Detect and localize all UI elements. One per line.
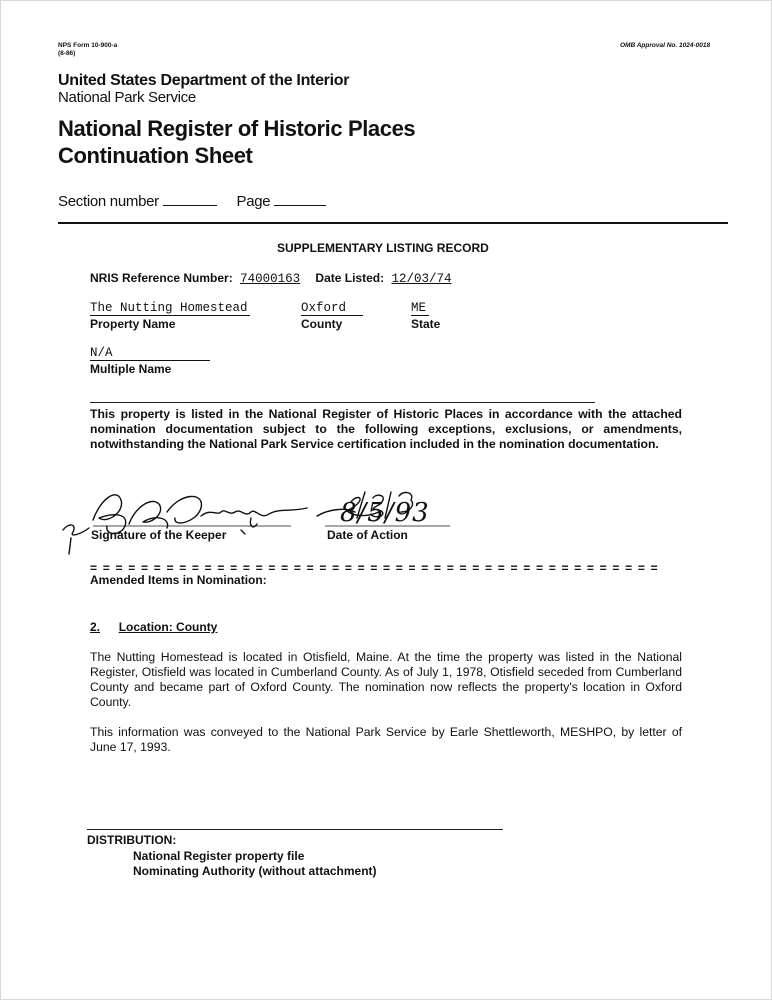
separator-line: = = = = = = = = = = = = = = = = = = = = = = = = = = = = = = = = = = = = = = = = = = = = = <box>90 561 659 575</box>
statement-rule <box>90 402 595 403</box>
listing-statement: This property is listed in the National Register of Historic Places in accordance with the attached nomination documentation subject to the following exceptions, exclusions, or amendments, notwithstanding the National Park Service certification included in the nomination documentation. <box>90 407 682 451</box>
amended-item-heading <box>90 620 217 634</box>
county-value: Oxford <box>301 301 363 316</box>
amended-item-title: Location: County <box>118 620 218 634</box>
distribution-heading: DISTRIBUTION: <box>87 833 177 847</box>
state-value: ME <box>411 301 429 316</box>
section-number-blank <box>163 205 217 206</box>
amended-items-heading: Amended Items in Nomination: <box>90 573 267 587</box>
page-blank <box>274 205 326 206</box>
record-heading: SUPPLEMENTARY LISTING RECORD <box>277 241 489 255</box>
date-of-action-value: 8/5/93 <box>340 498 430 528</box>
amended-paragraph-1: The Nutting Homestead is located in Otisfield, Maine. At the time the property was listed in the National Register, Otisfield was located in Cumberland County. As of July 1, 1978, Otisfield seceded from Cumberland County and became part of Oxford County. The nomination now reflects the property's location in Oxford County. <box>90 650 682 709</box>
nris-line <box>90 271 451 286</box>
multiple-name-value: N/A <box>90 346 210 361</box>
distribution-item: National Register property file <box>133 849 305 863</box>
nris-value: 74000163 <box>240 272 301 286</box>
date-of-action-label: Date of Action <box>327 528 408 542</box>
county-label: County <box>301 317 343 331</box>
document-title: National Register of Historic Places <box>58 116 416 141</box>
date-listed-label: Date Listed: <box>315 271 385 285</box>
page-label: Page <box>236 193 271 210</box>
form-number: NPS Form 10-900-a (8-86) <box>58 42 118 57</box>
document-subtitle: Continuation Sheet <box>58 143 253 168</box>
multiple-name-label: Multiple Name <box>90 362 172 376</box>
amended-paragraph-2: This information was conveyed to the National Park Service by Earle Shettleworth, MESHPO, by letter of June 17, 1993. <box>90 725 682 754</box>
department-name: United States Department of the Interior <box>58 72 350 89</box>
distribution-item: Nominating Authority (without attachment) <box>133 864 377 878</box>
keeper-signature-label: Signature of the Keeper <box>91 528 227 542</box>
state-label: State <box>411 317 441 331</box>
omb-approval: OMB Approval No. 1024-0018 <box>620 42 711 49</box>
property-name-label: Property Name <box>90 317 176 331</box>
header-rule <box>58 222 728 224</box>
amended-item-number: 2. <box>90 620 101 634</box>
distribution-rule <box>87 829 503 830</box>
section-page-line <box>58 193 326 210</box>
agency-name: National Park Service <box>58 89 196 106</box>
section-number-label: Section number <box>58 193 159 210</box>
date-listed-value: 12/03/74 <box>391 272 452 286</box>
nris-label: NRIS Reference Number: <box>90 271 233 285</box>
property-name-value: The Nutting Homestead <box>90 301 250 316</box>
